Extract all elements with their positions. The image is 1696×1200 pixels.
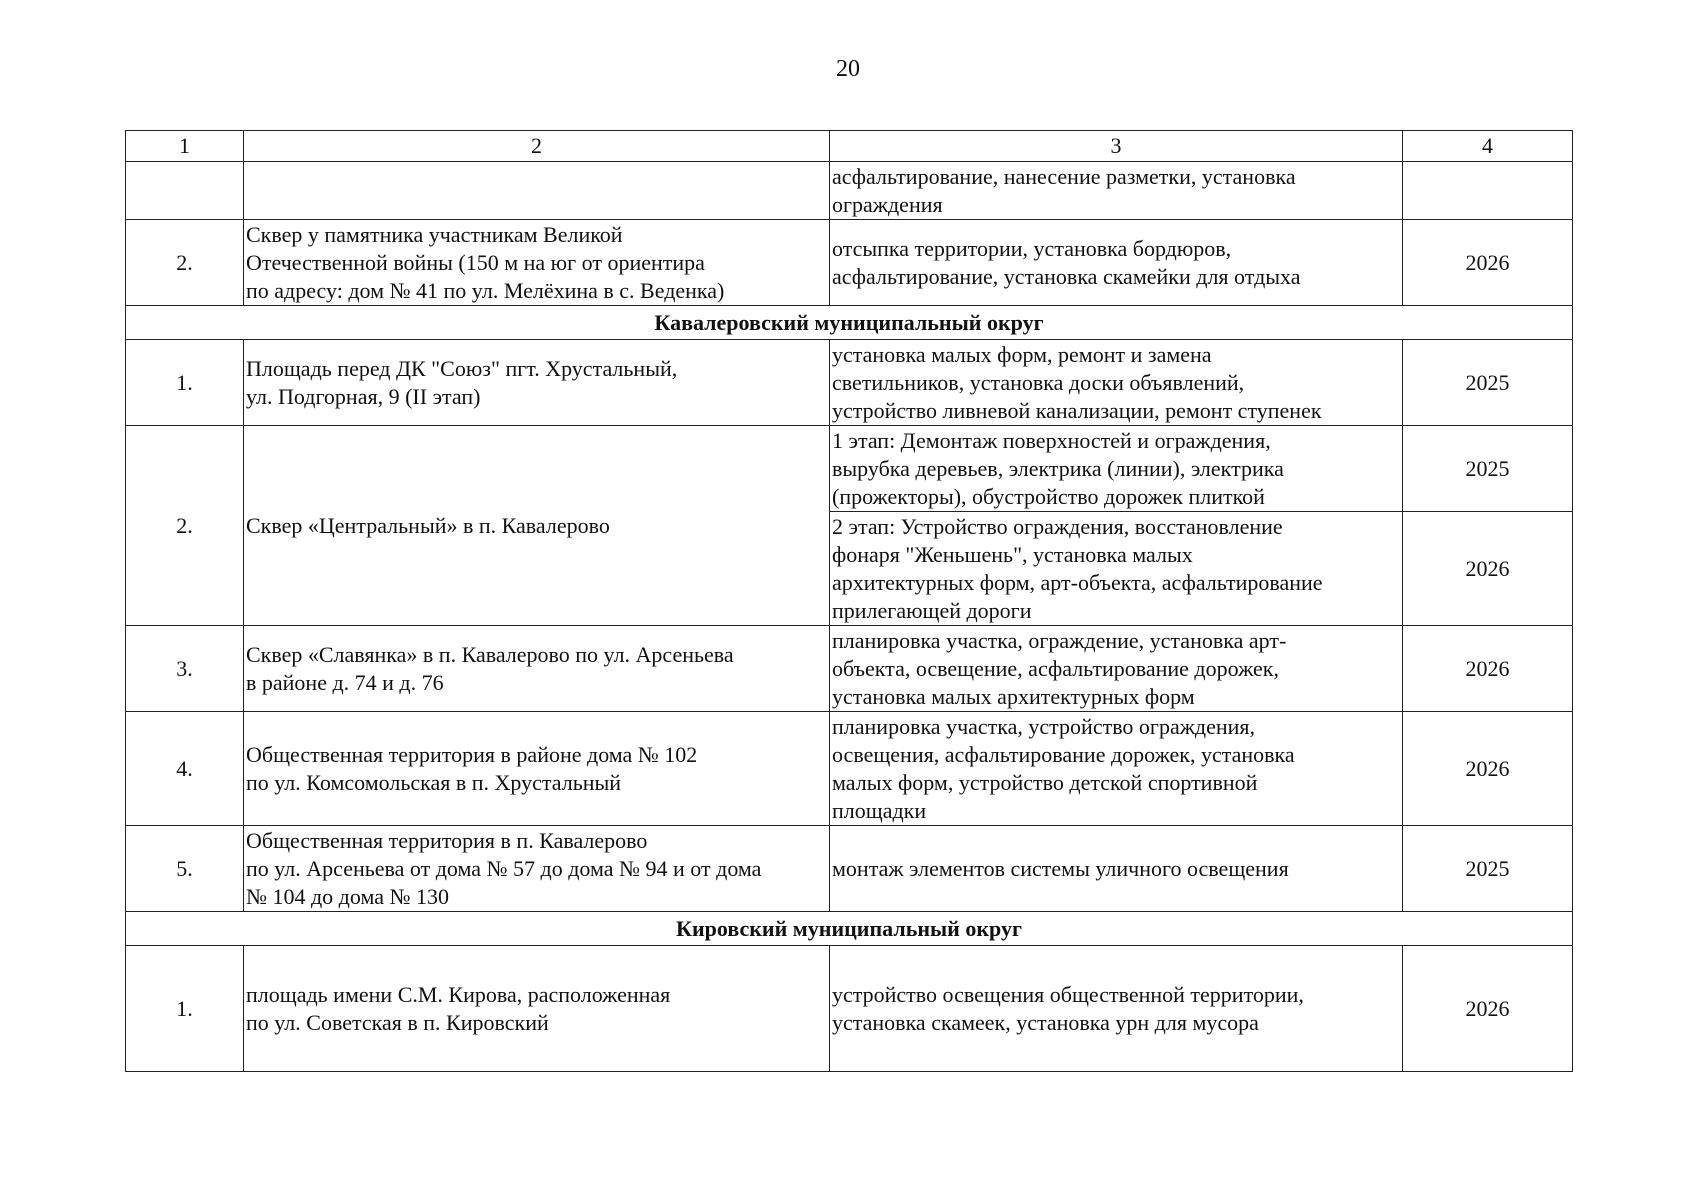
header-col-1: 1 (126, 131, 244, 162)
name-line: Сквер «Славянка» в п. Кавалерово по ул. Арсеньева (246, 641, 734, 667)
section-title: Кировский муниципальный округ (126, 912, 1573, 946)
works-line: планировка участка, устройство ограждения, (832, 713, 1256, 739)
header-col-3: 3 (830, 131, 1403, 162)
row-number: 5. (126, 826, 244, 912)
works-line: архитектурных форм, арт-объекта, асфальтирование (832, 569, 1323, 595)
works-list (830, 220, 1403, 306)
header-row (126, 131, 1573, 162)
territory-name (244, 426, 830, 626)
works-line: монтаж элементов системы уличного освещения (832, 855, 1289, 881)
works-list (830, 946, 1403, 1072)
name-line: Отечественной войны (150 м на юг от ориентира (246, 249, 705, 275)
works-list (830, 512, 1403, 626)
header-col-2: 2 (244, 131, 830, 162)
section-row (126, 306, 1573, 340)
name-line: в районе д. 74 и д. 76 (246, 669, 444, 695)
year-cell: 2025 (1403, 426, 1573, 512)
year-cell: 2026 (1403, 946, 1573, 1072)
works-list (830, 162, 1403, 220)
year-cell: 2025 (1403, 826, 1573, 912)
territory-name (244, 826, 830, 912)
territory-name (244, 220, 830, 306)
works-line: планировка участка, ограждение, установка арт- (832, 627, 1287, 653)
page-number: 20 (836, 56, 860, 82)
name-line: по ул. Советская в п. Кировский (246, 1009, 549, 1035)
works-list (830, 712, 1403, 826)
section-row (126, 912, 1573, 946)
works-list (830, 826, 1403, 912)
works-line: отсыпка территории, установка бордюров, (832, 235, 1232, 261)
territory-name (244, 162, 830, 220)
table-row (126, 712, 1573, 826)
year-cell: 2026 (1403, 712, 1573, 826)
table-row (126, 426, 1573, 512)
name-line: Площадь перед ДК "Союз" пгт. Хрустальный, (246, 355, 678, 381)
works-line: установка малых форм, ремонт и замена (832, 341, 1212, 367)
table-row (126, 220, 1573, 306)
row-number (126, 162, 244, 220)
name-line: по адресу: дом № 41 по ул. Мелёхина в с. Веденка) (246, 277, 725, 303)
works-line: устройство ливневой канализации, ремонт ступенек (832, 397, 1322, 423)
table-row (126, 826, 1573, 912)
name-line: Сквер у памятника участникам Великой (246, 221, 623, 247)
works-line: асфальтирование, нанесение разметки, установка (832, 163, 1296, 189)
works-list (830, 426, 1403, 512)
works-line: 2 этап: Устройство ограждения, восстановление (832, 513, 1283, 539)
works-line: малых форм, устройство детской спортивной (832, 769, 1258, 795)
table-row (126, 626, 1573, 712)
works-line: 1 этап: Демонтаж поверхностей и ограждения, (832, 427, 1271, 453)
row-number: 2. (126, 426, 244, 626)
works-line: устройство освещения общественной территории, (832, 981, 1304, 1007)
improvement-table (125, 130, 1573, 1072)
works-line: светильников, установка доски объявлений, (832, 369, 1245, 395)
works-line: (прожекторы), обустройство дорожек плиткой (832, 483, 1265, 509)
row-number: 3. (126, 626, 244, 712)
works-list (830, 626, 1403, 712)
works-line: ограждения (832, 191, 943, 217)
name-line: по ул. Комсомольская в п. Хрустальный (246, 769, 622, 795)
row-number: 1. (126, 946, 244, 1072)
works-line: площадки (832, 797, 927, 823)
table-row (126, 946, 1573, 1072)
row-number: 4. (126, 712, 244, 826)
works-line: фонаря "Женьшень", установка малых (832, 541, 1193, 567)
name-line: площадь имени С.М. Кирова, расположенная (246, 981, 671, 1007)
name-line: Общественная территория в районе дома № 102 (246, 741, 698, 767)
table-row (126, 162, 1573, 220)
row-number: 1. (126, 340, 244, 426)
year-cell (1403, 162, 1573, 220)
works-line: вырубка деревьев, электрика (линии), электрика (832, 455, 1284, 481)
name-line: Сквер «Центральный» в п. Кавалерово (246, 512, 610, 538)
works-line: прилегающей дороги (832, 597, 1032, 623)
table-row (126, 340, 1573, 426)
works-line: объекта, освещение, асфальтирование дорожек, (832, 655, 1279, 681)
year-cell: 2026 (1403, 512, 1573, 626)
name-line: по ул. Арсеньева от дома № 57 до дома № 94 и от дома (246, 855, 762, 881)
name-line: № 104 до дома № 130 (246, 883, 449, 909)
territory-name (244, 712, 830, 826)
works-line: установка малых архитектурных форм (832, 683, 1195, 709)
year-cell: 2025 (1403, 340, 1573, 426)
territory-name (244, 946, 830, 1072)
year-cell: 2026 (1403, 220, 1573, 306)
header-col-4: 4 (1403, 131, 1573, 162)
year-cell: 2026 (1403, 626, 1573, 712)
name-line: ул. Подгорная, 9 (II этап) (246, 383, 481, 409)
name-line: Общественная территория в п. Кавалерово (246, 827, 648, 853)
works-line: освещения, асфальтирование дорожек, установка (832, 741, 1295, 767)
territory-name (244, 626, 830, 712)
works-line: асфальтирование, установка скамейки для отдыха (832, 263, 1301, 289)
section-title: Кавалеровский муниципальный округ (126, 306, 1573, 340)
territory-name (244, 340, 830, 426)
works-line: установка скамеек, установка урн для мусора (832, 1009, 1259, 1035)
works-list (830, 340, 1403, 426)
row-number: 2. (126, 220, 244, 306)
